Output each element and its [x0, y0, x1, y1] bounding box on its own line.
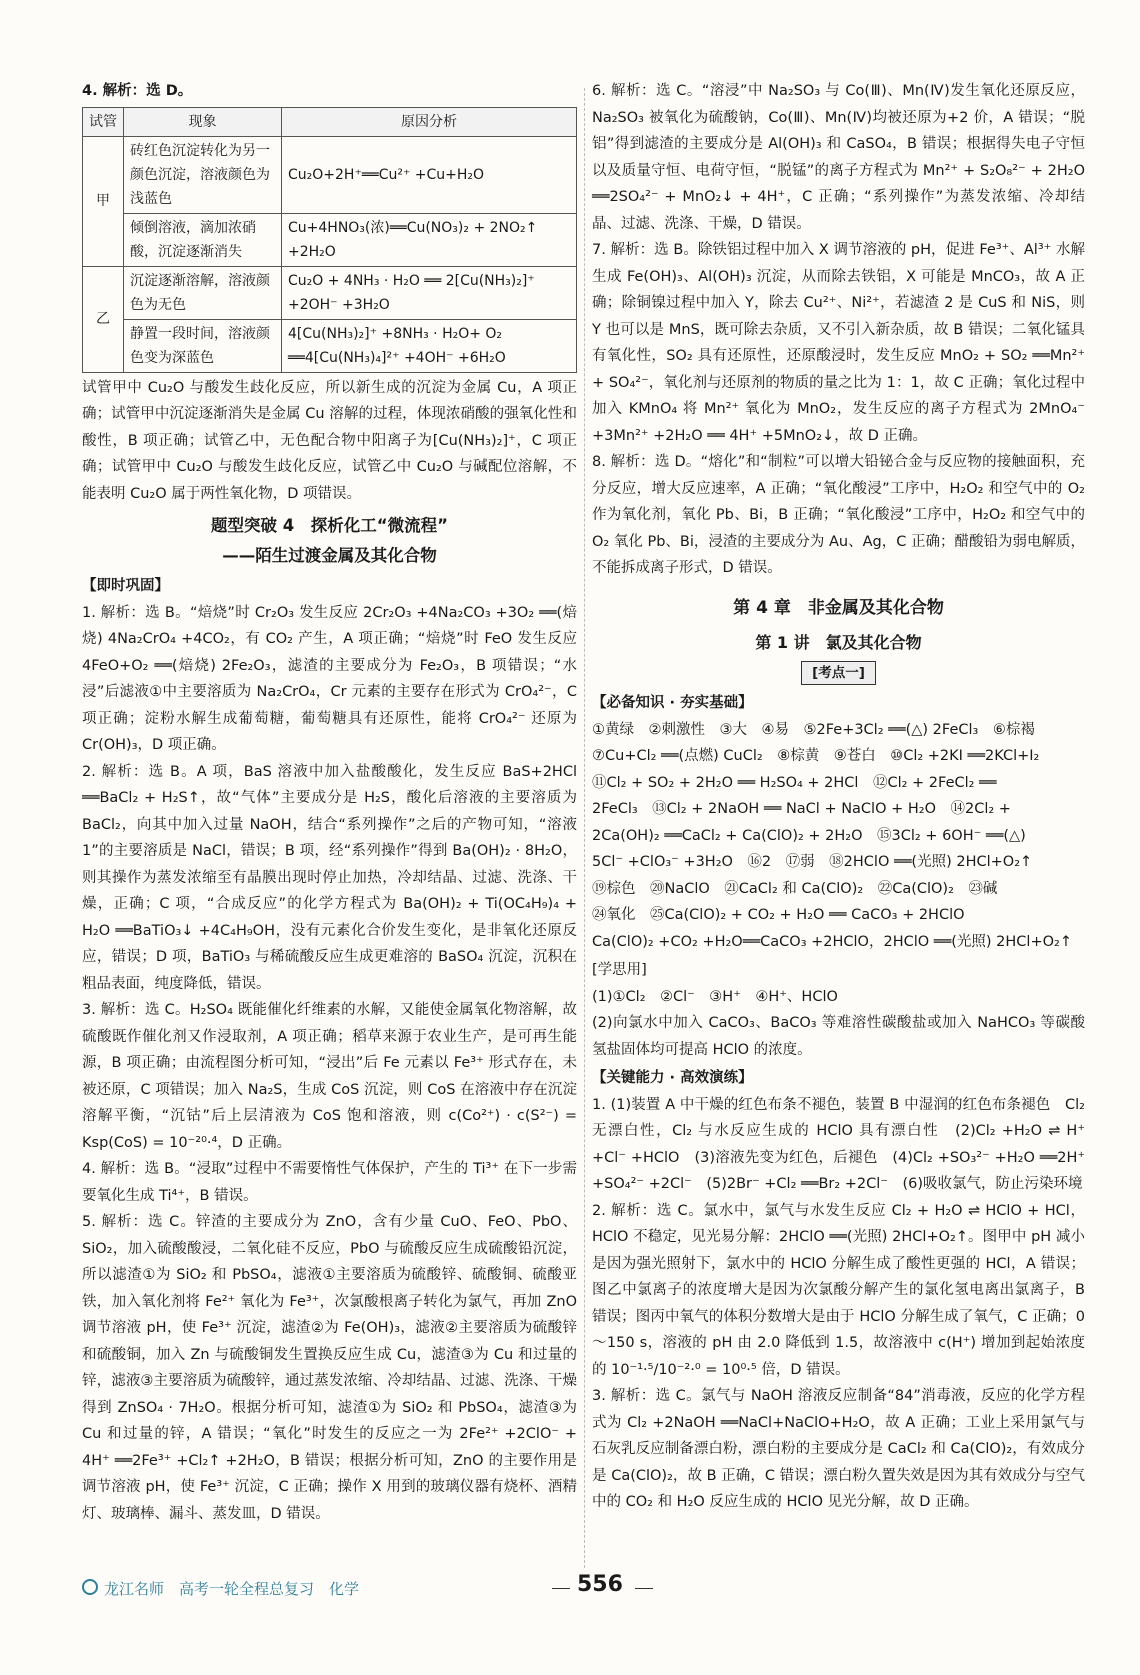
tube-label-b: 乙	[83, 266, 124, 372]
page-footer	[82, 1572, 1085, 1606]
knowledge-line: ①黄绿 ②刺激性 ③大 ④易 ⑤2Fe+3Cl₂ ══(△) 2FeCl₃ ⑥棕褐	[592, 721, 1035, 738]
table-cell-phenomenon: 静置一段时间，溶液颜色变为深蓝色	[124, 319, 282, 372]
logo-icon	[82, 1579, 98, 1595]
table-row	[83, 266, 577, 319]
book-title	[82, 1576, 359, 1603]
section-title: 题型突破 4 探析化工“微流程”	[211, 516, 448, 535]
knowledge-line: 5Cl⁻ +ClO₃⁻ +3H₂O ⑯2 ⑰弱 ⑱2HClO ══(光照) 2HCl+O₂↑	[592, 854, 1033, 870]
sub-heading-consolidation: 【即时巩固】	[82, 578, 169, 594]
knowledge-line: ⑲棕色 ⑳NaClO ㉑CaCl₂ 和 Ca(ClO)₂ ㉒Ca(ClO)₂ ㉓碱	[592, 880, 998, 897]
table-cell-phenomenon: 沉淀逐渐溶解，溶液颜色为无色	[124, 266, 282, 319]
table-cell-phenomenon: 砖红色沉淀转化为另一颜色沉淀，溶液颜色为浅蓝色	[124, 136, 282, 213]
answer-item: 5. 解析：选 C。锌渣的主要成分为 ZnO，含有少量 CuO、FeO、PbO、SiO₂，加入硫酸酸浸，二氧化硅不反应，PbO 与硫酸反应生成硫酸铅沉淀，所以滤渣①为 SiO₂ 和 PbSO₄，滤液①主要溶质为硫酸锌、硫酸铜、硫酸亚铁，加入氧化剂将 Fe²⁺ 氧化为 Fe³⁺，次氯酸根离子转化为氯气，再加 ZnO 调节溶液 pH，使 Fe³⁺ 沉淀，滤渣②为 Fe(OH)₃，滤液②主要溶质为硫酸锌和硫酸铜，加入 Zn 与硫酸铜发生置换反应生成 Cu，滤渣③为 Cu 和过量的锌，滤液③主要溶质为硫酸锌，通过蒸发浓缩、冷却结晶、过滤、洗涤、干燥得到 ZnSO₄ · 7H₂O。根据分析可知，滤渣①为 SiO₂ 和 PbSO₄，滤渣③为 Cu 和过量的锌，A 错误；“氧化”时发生的反应之一为 2Fe²⁺ +2ClO⁻ + 4H⁺ ══2Fe³⁺ +Cl₂↑ +2H₂O，B 错误；根据分析可知，ZnO 的主要作用是调节溶液 pH，使 Fe³⁺ 沉淀，C 正确；操作 X 用到的玻璃仪器有烧杯、酒精灯、玻璃棒、漏斗、蒸发皿，D 错误。	[82, 1214, 577, 1522]
answer-item: 3. 解析：选 C。氯气与 NaOH 溶液反应制备“84”消毒液，反应的化学方程式为 Cl₂ +2NaOH ══NaCl+NaClO+H₂O，故 A 正确；工业上采用氯气与石灰乳反应制备漂白粉，漂白粉的主要成分是 CaCl₂ 和 Ca(ClO)₂，有效成分是 Ca(ClO)₂，故 B 正确，C 错误；漂白粉久置失效是因为其有效成分与空气中的 CO₂ 和 H₂O 反应生成的 HClO 见光分解，故 D 正确。	[592, 1388, 1085, 1510]
answer-item: 4. 解析：选 B。“浸取”过程中不需要惰性气体保护，产生的 Ti³⁺ 在下一步需要氧化生成 Ti⁴⁺，B 错误。	[82, 1161, 577, 1204]
table-header-reason: 原因分析	[282, 107, 577, 136]
table-cell-reason: Cu₂O+2H⁺══Cu²⁺ +Cu+H₂O	[282, 136, 577, 213]
answer-item: 8. 解析：选 D。“熔化”和“制粒”可以增大铅铋合金与反应物的接触面积，充分反应，增大反应速率，A 正确；“氧化酸浸”工序中，H₂O₂ 和空气中的 O₂ 作为氧化剂，氧化 Pb、Bi，B 正确；“氧化酸浸”工序中，H₂O₂ 和空气中的 O₂ 氧化 Pb、Bi，浸渣的主要成分为 Au、Ag，C 正确；醋酸铅为弱电解质，不能拆成离子形式，D 错误。	[592, 454, 1085, 576]
column-divider	[584, 88, 585, 1568]
kaodian-label: [考点一]	[801, 661, 876, 685]
think-line: (1)①Cl₂ ②Cl⁻ ③H⁺ ④H⁺、HClO	[592, 988, 838, 1005]
table-cell-reason: 4[Cu(NH₃)₂]⁺ +8NH₃ · H₂O+ O₂ ══4[Cu(NH₃)₄]²⁺ +4OH⁻ +6H₂O	[282, 319, 577, 372]
answer-item: 6. 解析：选 C。“溶浸”中 Na₂SO₃ 与 Co(Ⅲ)、Mn(Ⅳ)发生氧化还原反应，Na₂SO₃ 被氧化为硫酸钠，Co(Ⅲ)、Mn(Ⅳ)均被还原为+2 价，A 错误；“脱铝”得到滤渣的主要成分是 Al(OH)₃ 和 CaSO₄，B 错误；根据得失电子守恒以及质量守恒、电荷守恒，“脱锰”的离子方程式为 Mn²⁺ + S₂O₈²⁻ + 2H₂O ══2SO₄²⁻ + MnO₂↓ + 4H⁺，C 正确；“系列操作”为蒸发浓缩、冷却结晶、过滤、洗涤、干燥，D 错误。	[592, 83, 1085, 232]
table-row	[83, 319, 577, 372]
table-header-tube: 试管	[83, 107, 124, 136]
answer-item: 7. 解析：选 B。除铁铝过程中加入 X 调节溶液的 pH，促进 Fe³⁺、Al³⁺ 水解生成 Fe(OH)₃、Al(OH)₃ 沉淀，从而除去铁铝，X 可能是 MnCO₃，故 A 正确；除铜镍过程中加入 Y，除去 Cu²⁺、Ni²⁺，若滤渣 2 是 CuS 和 NiS，则 Y 也可以是 MnS，既可除去杂质，又不引入新杂质，故 B 错误；二氧化锰具有氧化性，SO₂ 具有还原性，还原酸浸时，发生反应 MnO₂ + SO₂ ══Mn²⁺ + SO₄²⁻，氧化剂与还原剂的物质的量之比为 1：1，故 C 正确；氧化过程中加入 KMnO₄ 将 Mn²⁺ 氧化为 MnO₂，发生反应的离子方程式为 2MnO₄⁻ +3Mn²⁺ +2H₂O ══ 4H⁺ +5MnO₂↓，故 D 正确。	[592, 242, 1085, 444]
page-number-dash-right	[635, 1588, 653, 1589]
knowledge-line: ⑦Cu+Cl₂ ══(点燃) CuCl₂ ⑧棕黄 ⑨苍白 ⑩Cl₂ +2KI ══2KCl+I₂	[592, 748, 1040, 764]
sub-heading-knowledge: 【必备知识 · 夯实基础】	[592, 695, 753, 711]
table-header-phenomenon: 现象	[124, 107, 282, 136]
page-number-dash-left	[552, 1588, 570, 1589]
book-title-text: 龙江名师 高考一轮全程总复习 化学	[104, 1580, 360, 1598]
kaodian-tag	[592, 660, 1085, 687]
answer-item: 2. 解析：选 C。氯水中，氯气与水发生反应 Cl₂ + H₂O ⇌ HClO + HCl，HClO 不稳定，见光易分解：2HClO ══(光照) 2HCl+O₂↑。图甲中 pH 减小是因为强光照射下，氯水中的 HClO 分解生成了酸性更强的 HCl，A 错误；图乙中氯离子的浓度增大是因为次氯酸分解产生的氯化氢电离出氯离子，B 错误；图丙中氧气的体积分数增大是由于 HClO 分解生成了氧气，C 正确；0～150 s，溶液的 pH 由 2.0 降低到 1.5，故溶液中 c(H⁺) 增加到起始浓度的 10⁻¹·⁵/10⁻²·⁰ = 10⁰·⁵ 倍，D 错误。	[592, 1202, 1085, 1378]
section-subtitle: ——陌生过渡金属及其化合物	[222, 546, 437, 565]
analysis-table	[82, 107, 577, 373]
answer-4-intro: 4. 解析：选 D。	[82, 83, 193, 99]
lecture-title: 第 1 讲 氯及其化合物	[755, 632, 922, 652]
answer-item: 2. 解析：选 B。A 项，BaS 溶液中加入盐酸酸化，发生反应 BaS+2HCl ══BaCl₂ + H₂S↑，故“气体”主要成分是 H₂S，酸化后溶液的主要溶质为 BaCl₂，向其中加入过量 NaOH，结合“系列操作”之后的产物可知，“溶液 1”的主要溶质是 NaCl，错误；B 项，经“系列操作”得到 Ba(OH)₂ · 8H₂O，则其操作为蒸发浓缩至有晶膜出现时停止加热，冷却结晶、过滤、洗涤、干燥，正确；C 项，“合成反应”的化学方程式为 Ba(OH)₂ + Ti(OC₄H₉)₄ + H₂O ══BaTiO₃↓ +4C₄H₉OH，没有元素化合价发生变化，是非氧化还原反应，错误；D 项，BaTiO₃ 与稀硫酸反应生成更难溶的 BaSO₄ 沉淀，沉积在粗品表面，纯度降低，错误。	[82, 763, 577, 992]
table-cell-reason: Cu₂O + 4NH₃ · H₂O ══ 2[Cu(NH₃)₂]⁺ +2OH⁻ +3H₂O	[282, 266, 577, 319]
answer-item: 1. (1)装置 A 中干燥的红色布条不褪色，装置 B 中湿润的红色布条褪色 Cl₂ 无漂白性，Cl₂ 与水反应生成的 HClO 具有漂白性 (2)Cl₂ +H₂O ⇌ H⁺ +Cl⁻ +HClO (3)溶液先变为红色，后褪色 (4)Cl₂ +SO₃²⁻ +H₂O ══2H⁺ +SO₄²⁻ +2Cl⁻ (5)2Br⁻ +Cl₂ ══Br₂ +2Cl⁻ (6)吸收氯气，防止污染环境	[592, 1096, 1085, 1192]
table-cell-phenomenon: 倾倒溶液，滴加浓硝酸，沉淀逐渐消失	[124, 213, 282, 266]
knowledge-line: Ca(ClO)₂ +CO₂ +H₂O══CaCO₃ +2HClO，2HClO ══(光照) 2HCl+O₂↑	[592, 933, 1072, 950]
table-row	[83, 213, 577, 266]
table-row	[83, 136, 577, 213]
chapter-title: 第 4 章 非金属及其化合物	[733, 597, 944, 618]
page-number: 556	[577, 1572, 623, 1597]
answer-4-text: 试管甲中 Cu₂O 与酸发生歧化反应，所以新生成的沉淀为金属 Cu，A 项正确；试管甲中沉淀逐渐消失是金属 Cu 溶解的过程，体现浓硝酸的强氧化性和酸性，B 项正确；试管乙中，无色配合物中阳离子为[Cu(NH₃)₂]⁺，C 项正确；试管甲中 Cu₂O 与酸发生歧化反应，试管乙中 Cu₂O 与碱配位溶解，不能表明 Cu₂O 属于两性氧化物，D 项错误。	[82, 379, 577, 502]
left-column	[82, 78, 577, 1527]
sub-heading-ability: 【关键能力 · 高效演练】	[592, 1070, 753, 1086]
answer-item: 1. 解析：选 B。“焙烧”时 Cr₂O₃ 发生反应 2Cr₂O₃ +4Na₂CO₃ +3O₂ ══(焙烧) 4Na₂CrO₄ +4CO₂，有 CO₂ 产生，A 项正确；“焙烧”时 FeO 发生反应 4FeO+O₂ ══(焙烧) 2Fe₂O₃，滤渣的主要成分为 Fe₂O₃，B 项错误；“水浸”后滤液①中主要溶质为 Na₂CrO₄，Cr 元素的主要存在形式为 CrO₄²⁻，C 项正确；淀粉水解生成葡萄糖，葡萄糖具有还原性，能将 CrO₄²⁻ 还原为 Cr(OH)₃，D 项正确。	[82, 604, 577, 753]
right-column	[592, 78, 1085, 1516]
tube-label-a: 甲	[83, 136, 124, 266]
knowledge-line: ㉔氧化 ㉕Ca(ClO)₂ + CO₂ + H₂O ══ CaCO₃ + 2HClO	[592, 907, 965, 923]
knowledge-line: 2FeCl₃ ⑬Cl₂ + 2NaOH ══ NaCl + NaClO + H₂O ⑭2Cl₂ +	[592, 801, 1011, 817]
answer-item: 3. 解析：选 C。H₂SO₄ 既能催化纤维素的水解，又能使金属氧化物溶解，故硫酸既作催化剂又作浸取剂，A 项正确；稻草来源于农业生产，是可再生能源，B 项正确；由流程图分析可知，“浸出”后 Fe 元素以 Fe³⁺ 形式存在，未被还原，C 项错误；加入 Na₂S，生成 CoS 沉淀，则 CoS 在溶液中存在沉淀溶解平衡，“沉钴”后上层清液为 CoS 饱和溶液，则 c(Co²⁺) · c(S²⁻) = Ksp(CoS) = 10⁻²⁰·⁴，D 正确。	[82, 1002, 577, 1151]
sub-heading-think: [学思用]	[592, 962, 647, 978]
table-cell-reason: Cu+4HNO₃(浓)══Cu(NO₃)₂ + 2NO₂↑ +2H₂O	[282, 213, 577, 266]
knowledge-line: 2Ca(OH)₂ ══CaCl₂ + Ca(ClO)₂ + 2H₂O ⑮3Cl₂ + 6OH⁻ ══(△)	[592, 827, 1026, 844]
think-line: (2)向氯水中加入 CaCO₃、BaCO₃ 等难溶性碳酸盐或加入 NaHCO₃ 等碳酸氢盐固体均可提高 HClO 的浓度。	[592, 1015, 1085, 1058]
knowledge-line: ⑪Cl₂ + SO₂ + 2H₂O ══ H₂SO₄ + 2HCl ⑫Cl₂ + 2FeCl₂ ══	[592, 774, 997, 791]
